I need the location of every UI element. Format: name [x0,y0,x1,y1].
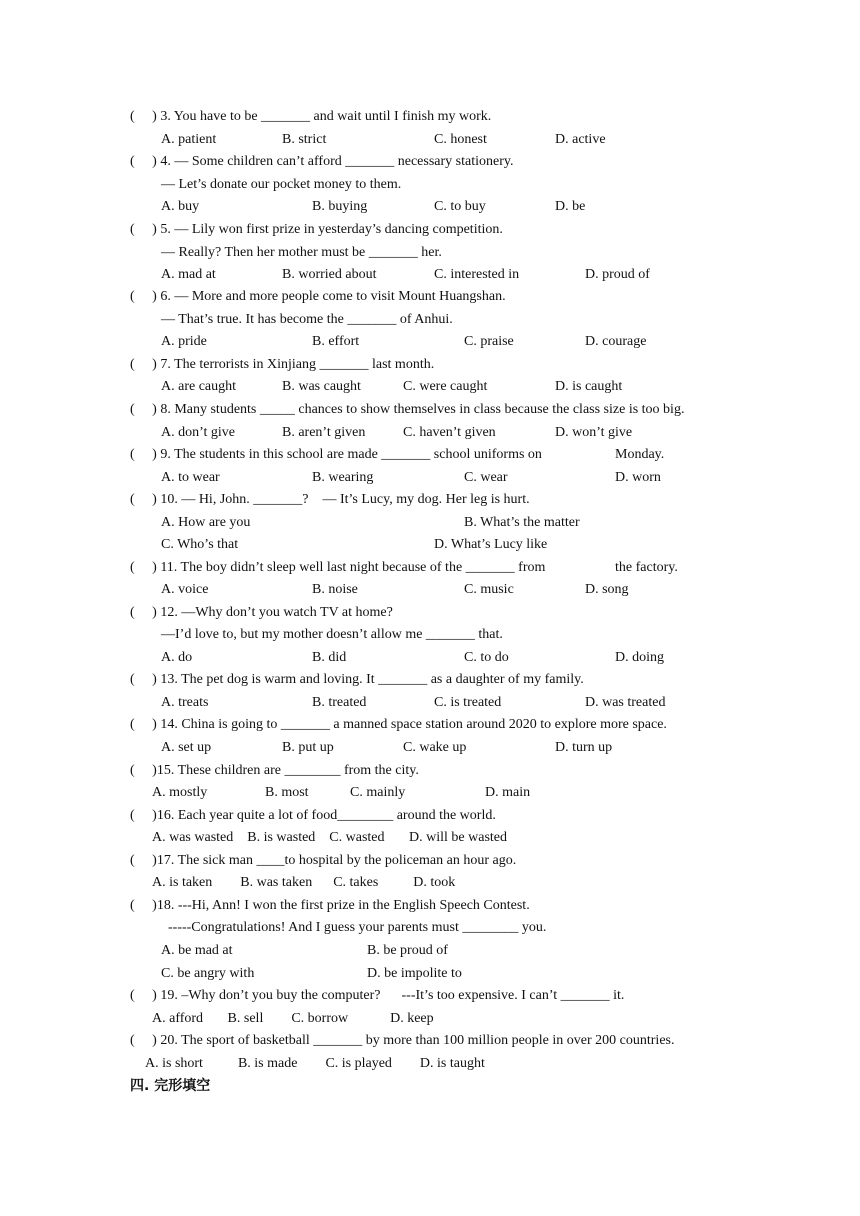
q19-stem: ( ) 19. –Why don’t you buy the computer? ---It’s too expensive. I can’t _______ it. [130,988,625,1003]
q10-stem: ( ) 10. — Hi, John. _______? — It’s Lucy, my dog. Her leg is hurt. [130,492,530,507]
q9-option-b: B. wearing [312,470,374,485]
q12-option-a: A. do [161,650,193,665]
q14-option-a: A. set up [161,740,212,755]
q11-stem-end: the factory. [615,560,678,575]
q16-stem: ( )16. Each year quite a lot of food________ around the world. [130,808,496,823]
q4-stem: ( ) 4. — Some children can’t afford _______ necessary stationery. [130,154,514,169]
q12-option-b: B. did [312,650,347,665]
q16-options: A. was wasted B. is wasted C. wasted D. will be wasted [152,830,508,845]
q15-option-c: C. mainly [350,785,406,800]
q9-option-d: D. worn [615,470,661,485]
q4-option-a: A. buy [161,199,200,214]
q5-option-d: D. proud of [585,267,650,282]
q11-option-c: C. music [464,582,514,597]
q14-option-b: B. put up [282,740,334,755]
q12-option-c: C. to do [464,650,509,665]
q15-option-b: B. most [265,785,309,800]
q13-option-d: D. was treated [585,695,666,710]
q6-reply: — That’s true. It has become the _______ of Anhui. [161,312,453,327]
q15-option-a: A. mostly [152,785,208,800]
q5-option-c: C. interested in [434,267,520,282]
q9-option-a: A. to wear [161,470,220,485]
q7-option-b: B. was caught [282,379,361,394]
q10-option-b: B. What’s the matter [464,515,580,530]
q11-option-b: B. noise [312,582,358,597]
q11-stem: ( ) 11. The boy didn’t sleep well last night because of the _______ from [130,560,546,575]
q14-option-d: D. turn up [555,740,613,755]
q18-option-a: A. be mad at [161,943,233,958]
q18-reply: -----Congratulations! And I guess your parents must ________ you. [168,920,547,935]
q10-option-d: D. What’s Lucy like [434,537,548,552]
q8-stem: ( ) 8. Many students _____ chances to show themselves in class because the class size is too big. [130,402,685,417]
q6-option-b: B. effort [312,334,360,349]
q13-option-c: C. is treated [434,695,502,710]
q20-stem: ( ) 20. The sport of basketball _______ by more than 100 million people in over 200 countries. [130,1033,675,1048]
q17-stem: ( )17. The sick man ____to hospital by the policeman an hour ago. [130,853,517,868]
q7-option-a: A. are caught [161,379,237,394]
q8-option-b: B. aren’t given [282,425,366,440]
q5-option-a: A. mad at [161,267,216,282]
q8-option-a: A. don’t give [161,425,236,440]
q11-option-d: D. song [585,582,629,597]
q3-option-d: D. active [555,132,606,147]
q7-option-d: D. is caught [555,379,623,394]
q19-options: A. afford B. sell C. borrow D. keep [152,1011,434,1026]
q3-option-a: A. patient [161,132,217,147]
q20-options: A. is short B. is made C. is played D. is taught [145,1056,485,1071]
q14-stem: ( ) 14. China is going to _______ a manned space station around 2020 to explore more space. [130,717,667,732]
q14-option-c: C. wake up [403,740,467,755]
q10-option-a: A. How are you [161,515,251,530]
q15-option-d: D. main [485,785,531,800]
q4-option-c: C. to buy [434,199,486,214]
q7-stem: ( ) 7. The terrorists in Xinjiang _______ last month. [130,357,435,372]
q7-option-c: C. were caught [403,379,488,394]
q5-option-b: B. worried about [282,267,377,282]
q6-option-a: A. pride [161,334,207,349]
q12-option-d: D. doing [615,650,664,665]
q6-option-c: C. praise [464,334,514,349]
q9-stem: ( ) 9. The students in this school are made _______ school uniforms on [130,447,542,462]
q18-option-d: D. be impolite to [367,966,462,981]
q6-stem: ( ) 6. — More and more people come to visit Mount Huangshan. [130,289,506,304]
q4-option-b: B. buying [312,199,368,214]
q5-reply: — Really? Then her mother must be _______ her. [161,245,442,260]
q18-option-b: B. be proud of [367,943,448,958]
q9-option-c: C. wear [464,470,508,485]
q8-option-c: C. haven’t given [403,425,496,440]
q18-option-c: C. be angry with [161,966,255,981]
q15-stem: ( )15. These children are ________ from the city. [130,763,419,778]
q4-option-d: D. be [555,199,586,214]
q13-option-a: A. treats [161,695,209,710]
q9-stem-end: Monday. [615,447,665,462]
q17-options: A. is taken B. was taken C. takes D. took [152,875,456,890]
q8-option-d: D. won’t give [555,425,633,440]
q3-option-c: C. honest [434,132,487,147]
q18-stem: ( )18. ---Hi, Ann! I won the first prize in the English Speech Contest. [130,898,530,913]
q13-option-b: B. treated [312,695,367,710]
q12-stem: ( ) 12. —Why don’t you watch TV at home? [130,605,393,620]
q11-option-a: A. voice [161,582,209,597]
q12-reply: —I’d love to, but my mother doesn’t allow me _______ that. [161,627,503,642]
q3-option-b: B. strict [282,132,327,147]
section-heading-cloze: 四. 完形填空 [130,1078,211,1094]
q5-stem: ( ) 5. — Lily won first prize in yesterday’s dancing competition. [130,222,503,237]
q10-option-c: C. Who’s that [161,537,239,552]
q3-stem: ( ) 3. You have to be _______ and wait until I finish my work. [130,109,492,124]
q13-stem: ( ) 13. The pet dog is warm and loving. It _______ as a daughter of my family. [130,672,584,687]
q6-option-d: D. courage [585,334,647,349]
q4-reply: — Let’s donate our pocket money to them. [161,177,402,192]
